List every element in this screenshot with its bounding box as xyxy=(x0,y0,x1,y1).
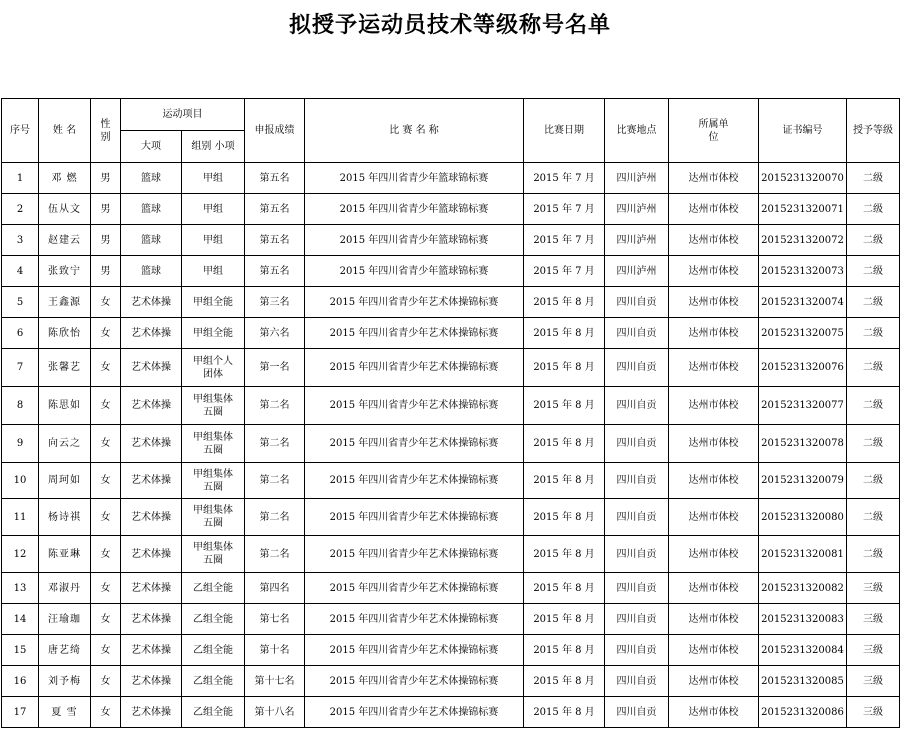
cell-result: 第三名 xyxy=(245,287,305,318)
cell-place: 四川自贡 xyxy=(605,318,669,349)
header-cert: 证书编号 xyxy=(759,99,847,163)
cell-seq: 6 xyxy=(2,318,39,349)
header-gender: 性别 xyxy=(91,99,121,163)
cell-result: 第二名 xyxy=(245,425,305,463)
cell-name: 杨诗祺 xyxy=(39,499,91,536)
cell-seq: 16 xyxy=(2,666,39,697)
cell-date: 2015 年 8 月 xyxy=(524,349,605,387)
cell-level: 三级 xyxy=(847,573,900,604)
cell-result: 第五名 xyxy=(245,194,305,225)
cell-level: 二级 xyxy=(847,287,900,318)
cell-group: 甲组集体五圈 xyxy=(182,463,245,499)
cell-level: 三级 xyxy=(847,635,900,666)
header-name: 姓 名 xyxy=(39,99,91,163)
header-result: 申报成绩 xyxy=(245,99,305,163)
cell-group: 乙组全能 xyxy=(182,604,245,635)
cell-seq: 4 xyxy=(2,256,39,287)
cell-result: 第十七名 xyxy=(245,666,305,697)
cell-result: 第一名 xyxy=(245,349,305,387)
cell-unit: 达州市体校 xyxy=(669,225,759,256)
cell-name: 唐艺绮 xyxy=(39,635,91,666)
cell-competition: 2015 年四川省青少年艺术体操锦标赛 xyxy=(305,573,524,604)
cell-level: 三级 xyxy=(847,604,900,635)
cell-date: 2015 年 7 月 xyxy=(524,225,605,256)
table-row xyxy=(2,573,900,604)
cell-date: 2015 年 8 月 xyxy=(524,499,605,536)
header-level: 授予等级 xyxy=(847,99,900,163)
cell-major: 艺术体操 xyxy=(121,635,182,666)
cell-date: 2015 年 8 月 xyxy=(524,536,605,573)
cell-unit: 达州市体校 xyxy=(669,387,759,425)
cell-date: 2015 年 8 月 xyxy=(524,463,605,499)
header-event-group: 组别 小项 xyxy=(182,131,245,163)
cell-date: 2015 年 7 月 xyxy=(524,163,605,194)
cell-cert: 2015231320073 xyxy=(759,256,847,287)
cell-place: 四川泸州 xyxy=(605,225,669,256)
table-row xyxy=(2,194,900,225)
cell-cert: 2015231320086 xyxy=(759,697,847,728)
cell-place: 四川自贡 xyxy=(605,697,669,728)
cell-competition: 2015 年四川省青少年篮球锦标赛 xyxy=(305,163,524,194)
cell-unit: 达州市体校 xyxy=(669,318,759,349)
cell-result: 第五名 xyxy=(245,256,305,287)
cell-gender: 男 xyxy=(91,256,121,287)
cell-group: 甲组全能 xyxy=(182,287,245,318)
header-date: 比赛日期 xyxy=(524,99,605,163)
cell-cert: 2015231320075 xyxy=(759,318,847,349)
cell-major: 艺术体操 xyxy=(121,287,182,318)
cell-group: 甲组集体五圈 xyxy=(182,536,245,573)
cell-level: 三级 xyxy=(847,697,900,728)
cell-competition: 2015 年四川省青少年艺术体操锦标赛 xyxy=(305,425,524,463)
cell-gender: 女 xyxy=(91,387,121,425)
cell-place: 四川自贡 xyxy=(605,573,669,604)
cell-place: 四川自贡 xyxy=(605,499,669,536)
cell-group: 甲组 xyxy=(182,194,245,225)
cell-unit: 达州市体校 xyxy=(669,604,759,635)
table-row xyxy=(2,463,900,499)
table-row xyxy=(2,697,900,728)
header-event-major: 大项 xyxy=(121,131,182,163)
cell-gender: 女 xyxy=(91,349,121,387)
cell-level: 二级 xyxy=(847,499,900,536)
cell-place: 四川泸州 xyxy=(605,256,669,287)
cell-result: 第十名 xyxy=(245,635,305,666)
cell-competition: 2015 年四川省青少年艺术体操锦标赛 xyxy=(305,349,524,387)
cell-major: 篮球 xyxy=(121,194,182,225)
table-row xyxy=(2,604,900,635)
cell-name: 伍从文 xyxy=(39,194,91,225)
cell-cert: 2015231320077 xyxy=(759,387,847,425)
cell-seq: 8 xyxy=(2,387,39,425)
cell-major: 艺术体操 xyxy=(121,387,182,425)
cell-date: 2015 年 8 月 xyxy=(524,425,605,463)
cell-group: 甲组 xyxy=(182,163,245,194)
cell-seq: 7 xyxy=(2,349,39,387)
cell-major: 艺术体操 xyxy=(121,536,182,573)
cell-gender: 女 xyxy=(91,287,121,318)
cell-major: 艺术体操 xyxy=(121,604,182,635)
cell-unit: 达州市体校 xyxy=(669,163,759,194)
cell-place: 四川自贡 xyxy=(605,463,669,499)
cell-competition: 2015 年四川省青少年艺术体操锦标赛 xyxy=(305,499,524,536)
cell-seq: 1 xyxy=(2,163,39,194)
header-seq: 序号 xyxy=(2,99,39,163)
cell-unit: 达州市体校 xyxy=(669,666,759,697)
cell-group: 乙组全能 xyxy=(182,635,245,666)
cell-date: 2015 年 7 月 xyxy=(524,256,605,287)
cell-level: 二级 xyxy=(847,387,900,425)
table-row xyxy=(2,536,900,573)
cell-name: 夏 雪 xyxy=(39,697,91,728)
cell-competition: 2015 年四川省青少年篮球锦标赛 xyxy=(305,225,524,256)
cell-major: 艺术体操 xyxy=(121,425,182,463)
table-row xyxy=(2,387,900,425)
cell-unit: 达州市体校 xyxy=(669,536,759,573)
cell-gender: 女 xyxy=(91,697,121,728)
cell-name: 邓淑丹 xyxy=(39,573,91,604)
cell-group: 乙组全能 xyxy=(182,573,245,604)
cell-cert: 2015231320080 xyxy=(759,499,847,536)
cell-gender: 女 xyxy=(91,573,121,604)
cell-level: 二级 xyxy=(847,349,900,387)
cell-name: 陈亚琳 xyxy=(39,536,91,573)
cell-result: 第五名 xyxy=(245,225,305,256)
cell-unit: 达州市体校 xyxy=(669,499,759,536)
cell-level: 二级 xyxy=(847,425,900,463)
cell-major: 艺术体操 xyxy=(121,697,182,728)
cell-result: 第二名 xyxy=(245,499,305,536)
cell-level: 二级 xyxy=(847,256,900,287)
cell-group: 乙组全能 xyxy=(182,666,245,697)
cell-gender: 女 xyxy=(91,463,121,499)
cell-gender: 男 xyxy=(91,194,121,225)
cell-date: 2015 年 8 月 xyxy=(524,318,605,349)
cell-result: 第二名 xyxy=(245,536,305,573)
cell-competition: 2015 年四川省青少年篮球锦标赛 xyxy=(305,194,524,225)
cell-level: 二级 xyxy=(847,318,900,349)
cell-major: 篮球 xyxy=(121,163,182,194)
cell-name: 汪瑜珈 xyxy=(39,604,91,635)
cell-name: 向云之 xyxy=(39,425,91,463)
cell-competition: 2015 年四川省青少年艺术体操锦标赛 xyxy=(305,635,524,666)
cell-date: 2015 年 8 月 xyxy=(524,573,605,604)
cell-result: 第五名 xyxy=(245,163,305,194)
cell-competition: 2015 年四川省青少年艺术体操锦标赛 xyxy=(305,697,524,728)
cell-cert: 2015231320074 xyxy=(759,287,847,318)
cell-place: 四川自贡 xyxy=(605,666,669,697)
cell-level: 二级 xyxy=(847,536,900,573)
cell-place: 四川自贡 xyxy=(605,635,669,666)
cell-gender: 男 xyxy=(91,163,121,194)
cell-major: 艺术体操 xyxy=(121,463,182,499)
cell-unit: 达州市体校 xyxy=(669,425,759,463)
cell-major: 艺术体操 xyxy=(121,499,182,536)
cell-unit: 达州市体校 xyxy=(669,697,759,728)
cell-major: 篮球 xyxy=(121,225,182,256)
cell-cert: 2015231320084 xyxy=(759,635,847,666)
cell-cert: 2015231320076 xyxy=(759,349,847,387)
cell-gender: 女 xyxy=(91,425,121,463)
cell-result: 第四名 xyxy=(245,573,305,604)
cell-name: 陈欣怡 xyxy=(39,318,91,349)
cell-unit: 达州市体校 xyxy=(669,573,759,604)
cell-seq: 10 xyxy=(2,463,39,499)
header-unit: 所属单位 xyxy=(669,99,759,163)
cell-gender: 男 xyxy=(91,225,121,256)
table-row xyxy=(2,349,900,387)
cell-level: 二级 xyxy=(847,463,900,499)
cell-seq: 15 xyxy=(2,635,39,666)
table-row xyxy=(2,666,900,697)
cell-gender: 女 xyxy=(91,635,121,666)
cell-level: 二级 xyxy=(847,163,900,194)
cell-unit: 达州市体校 xyxy=(669,287,759,318)
cell-name: 刘予梅 xyxy=(39,666,91,697)
cell-group: 甲组 xyxy=(182,225,245,256)
cell-group: 乙组全能 xyxy=(182,697,245,728)
cell-date: 2015 年 8 月 xyxy=(524,387,605,425)
cell-cert: 2015231320081 xyxy=(759,536,847,573)
cell-cert: 2015231320070 xyxy=(759,163,847,194)
cell-seq: 9 xyxy=(2,425,39,463)
cell-name: 王鑫源 xyxy=(39,287,91,318)
cell-unit: 达州市体校 xyxy=(669,194,759,225)
cell-date: 2015 年 8 月 xyxy=(524,697,605,728)
cell-level: 二级 xyxy=(847,194,900,225)
table-row xyxy=(2,287,900,318)
cell-seq: 17 xyxy=(2,697,39,728)
cell-date: 2015 年 7 月 xyxy=(524,194,605,225)
cell-result: 第六名 xyxy=(245,318,305,349)
cell-date: 2015 年 8 月 xyxy=(524,604,605,635)
cell-gender: 女 xyxy=(91,604,121,635)
cell-seq: 14 xyxy=(2,604,39,635)
cell-cert: 2015231320072 xyxy=(759,225,847,256)
cell-competition: 2015 年四川省青少年篮球锦标赛 xyxy=(305,256,524,287)
cell-gender: 女 xyxy=(91,499,121,536)
cell-unit: 达州市体校 xyxy=(669,635,759,666)
cell-place: 四川自贡 xyxy=(605,604,669,635)
cell-gender: 女 xyxy=(91,666,121,697)
table-row xyxy=(2,425,900,463)
cell-result: 第七名 xyxy=(245,604,305,635)
cell-group: 甲组 xyxy=(182,256,245,287)
cell-name: 周珂如 xyxy=(39,463,91,499)
table-row xyxy=(2,499,900,536)
cell-group: 甲组全能 xyxy=(182,318,245,349)
cell-level: 二级 xyxy=(847,225,900,256)
cell-cert: 2015231320083 xyxy=(759,604,847,635)
cell-major: 艺术体操 xyxy=(121,318,182,349)
cell-competition: 2015 年四川省青少年艺术体操锦标赛 xyxy=(305,318,524,349)
cell-result: 第十八名 xyxy=(245,697,305,728)
header-competition: 比 赛 名 称 xyxy=(305,99,524,163)
cell-place: 四川自贡 xyxy=(605,536,669,573)
cell-seq: 5 xyxy=(2,287,39,318)
table-row xyxy=(2,318,900,349)
cell-major: 艺术体操 xyxy=(121,349,182,387)
cell-gender: 女 xyxy=(91,536,121,573)
cell-unit: 达州市体校 xyxy=(669,463,759,499)
cell-cert: 2015231320082 xyxy=(759,573,847,604)
cell-group: 甲组集体五圈 xyxy=(182,387,245,425)
cell-date: 2015 年 8 月 xyxy=(524,287,605,318)
cell-group: 甲组集体五圈 xyxy=(182,425,245,463)
cell-result: 第二名 xyxy=(245,387,305,425)
table-row xyxy=(2,225,900,256)
cell-major: 艺术体操 xyxy=(121,666,182,697)
cell-unit: 达州市体校 xyxy=(669,349,759,387)
header-row-1 xyxy=(2,99,900,131)
cell-place: 四川泸州 xyxy=(605,194,669,225)
table-row xyxy=(2,635,900,666)
cell-name: 邓 燃 xyxy=(39,163,91,194)
cell-name: 张馨艺 xyxy=(39,349,91,387)
cell-level: 三级 xyxy=(847,666,900,697)
cell-competition: 2015 年四川省青少年艺术体操锦标赛 xyxy=(305,536,524,573)
cell-seq: 3 xyxy=(2,225,39,256)
cell-group: 甲组集体五圈 xyxy=(182,499,245,536)
cell-competition: 2015 年四川省青少年艺术体操锦标赛 xyxy=(305,666,524,697)
cell-result: 第二名 xyxy=(245,463,305,499)
cell-major: 艺术体操 xyxy=(121,573,182,604)
cell-competition: 2015 年四川省青少年艺术体操锦标赛 xyxy=(305,463,524,499)
cell-place: 四川自贡 xyxy=(605,349,669,387)
cell-cert: 2015231320085 xyxy=(759,666,847,697)
cell-seq: 12 xyxy=(2,536,39,573)
header-event: 运动项目 xyxy=(121,99,245,131)
cell-seq: 2 xyxy=(2,194,39,225)
cell-competition: 2015 年四川省青少年艺术体操锦标赛 xyxy=(305,604,524,635)
cell-gender: 女 xyxy=(91,318,121,349)
cell-name: 陈思如 xyxy=(39,387,91,425)
cell-unit: 达州市体校 xyxy=(669,256,759,287)
cell-date: 2015 年 8 月 xyxy=(524,666,605,697)
cell-date: 2015 年 8 月 xyxy=(524,635,605,666)
cell-cert: 2015231320079 xyxy=(759,463,847,499)
cell-group: 甲组个人团体 xyxy=(182,349,245,387)
table-row xyxy=(2,163,900,194)
cell-place: 四川自贡 xyxy=(605,425,669,463)
table-row xyxy=(2,256,900,287)
cell-competition: 2015 年四川省青少年艺术体操锦标赛 xyxy=(305,387,524,425)
page-title: 拟授予运动员技术等级称号名单 xyxy=(288,12,611,38)
cell-cert: 2015231320071 xyxy=(759,194,847,225)
cell-seq: 11 xyxy=(2,499,39,536)
cell-place: 四川自贡 xyxy=(605,387,669,425)
cell-major: 篮球 xyxy=(121,256,182,287)
athlete-table xyxy=(1,98,900,728)
cell-place: 四川泸州 xyxy=(605,163,669,194)
cell-name: 赵建云 xyxy=(39,225,91,256)
cell-name: 张致宁 xyxy=(39,256,91,287)
header-place: 比赛地点 xyxy=(605,99,669,163)
cell-seq: 13 xyxy=(2,573,39,604)
cell-cert: 2015231320078 xyxy=(759,425,847,463)
cell-place: 四川自贡 xyxy=(605,287,669,318)
cell-competition: 2015 年四川省青少年艺术体操锦标赛 xyxy=(305,287,524,318)
